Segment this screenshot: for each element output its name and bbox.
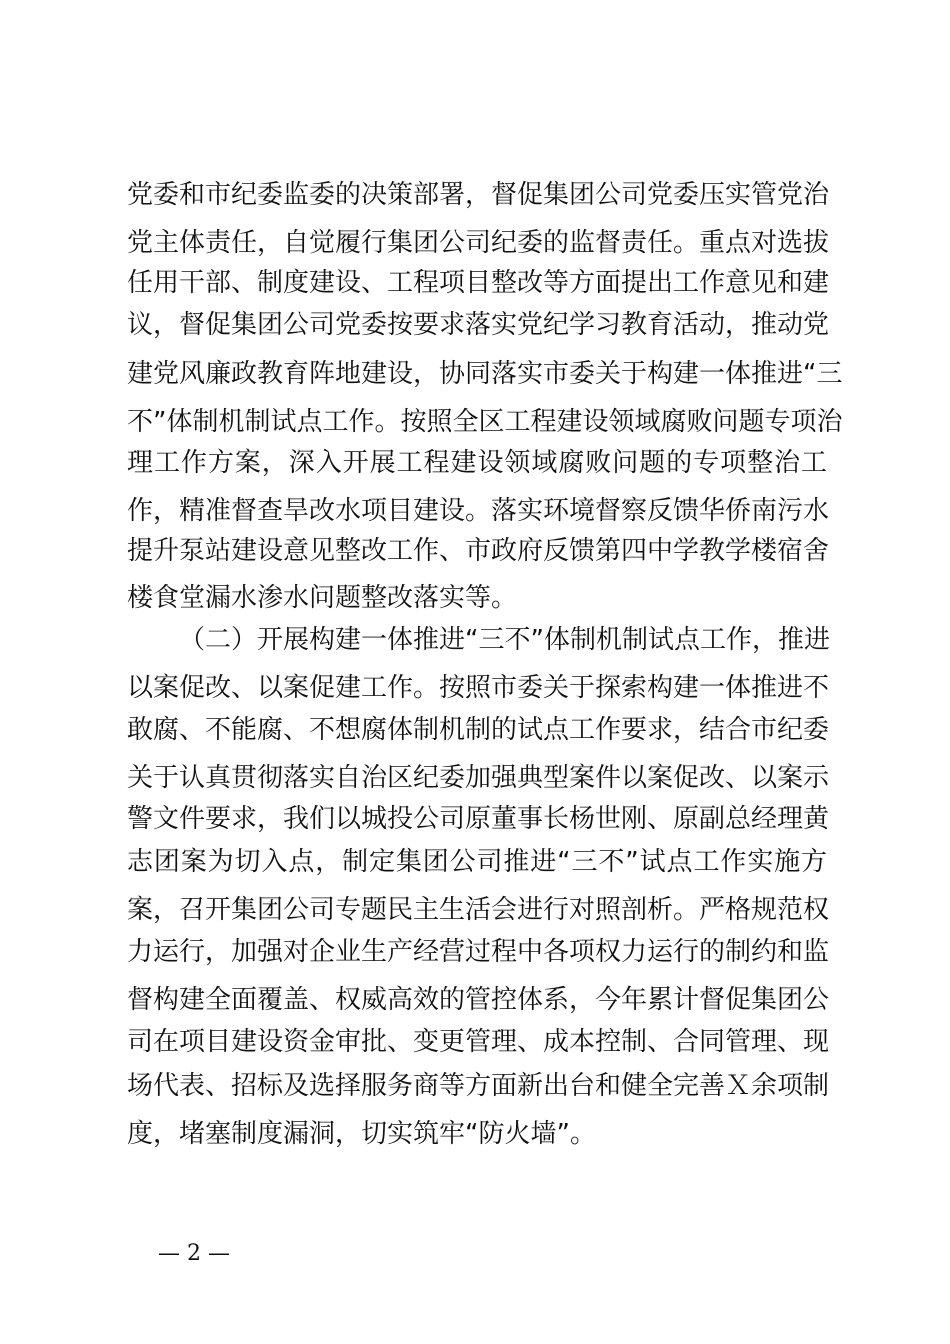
- paragraph-line: 理工作方案，深入开展工程建设领域腐败问题的专项整治工: [127, 448, 827, 478]
- paragraph-line: 不”体制机制试点工作。按照全区工程建设领域腐败问题专项治: [127, 407, 843, 437]
- paragraph-line: 度，堵塞制度漏洞，切实筑牢“防火墙”。: [127, 1119, 596, 1149]
- paragraph-line: 警文件要求，我们以城投公司原董事长杨世刚、原副总经理黄: [127, 804, 830, 834]
- paragraph-line: 督构建全面覆盖、权威高效的管控体系，今年累计督促集团公: [127, 985, 830, 1015]
- paragraph-line: 提升泵站建设意见整改工作、市政府反馈第四中学教学楼宿舍: [127, 536, 830, 566]
- paragraph-line: 以案促改、以案促建工作。按照市委关于探索构建一体推进不: [127, 673, 830, 703]
- paragraph-line: 司在项目建设资金审批、变更管理、成本控制、合同管理、现: [127, 1027, 830, 1057]
- paragraph-line: 案，召开集团公司专题民主生活会进行对照剖析。严格规范权: [127, 895, 830, 925]
- paragraph-line: 作，精准督查旱改水项目建设。落实环境督察反馈华侨南污水: [127, 496, 830, 526]
- paragraph-line: 建党风廉政教育阵地建设，协同落实市委关于构建一体推进“三: [127, 359, 843, 389]
- paragraph-line: 任用干部、制度建设、工程项目整改等方面提出工作意见和建: [127, 268, 830, 298]
- paragraph-line: 议，督促集团公司党委按要求落实党纪学习教育活动，推动党: [127, 310, 830, 340]
- paragraph-line: 敢腐、不能腐、不想腐体制机制的试点工作要求，结合市纪委: [127, 715, 830, 745]
- section-heading-line: （二）开展构建一体推进“三不”体制机制试点工作，推进: [179, 625, 830, 655]
- paragraph-line: 力运行，加强对企业生产经营过程中各项权力运行的制约和监: [127, 937, 830, 967]
- paragraph-line: 关于认真贯彻落实自治区纪委加强典型案件以案促改、以案示: [127, 763, 830, 793]
- paragraph-line: 楼食堂漏水渗水问题整改落实等。: [127, 583, 518, 613]
- paragraph-line: 党委和市纪委监委的决策部署，督促集团公司党委压实管党治: [127, 180, 830, 210]
- page-number: — 2 —: [158, 1241, 230, 1266]
- paragraph-line: 场代表、招标及选择服务商等方面新出台和健全完善Ｘ余项制: [127, 1071, 830, 1101]
- paragraph-line: 志团案为切入点，制定集团公司推进“三不”试点工作实施方: [127, 847, 827, 877]
- paragraph-line: 党主体责任，自觉履行集团公司纪委的监督责任。重点对选拔: [127, 228, 830, 258]
